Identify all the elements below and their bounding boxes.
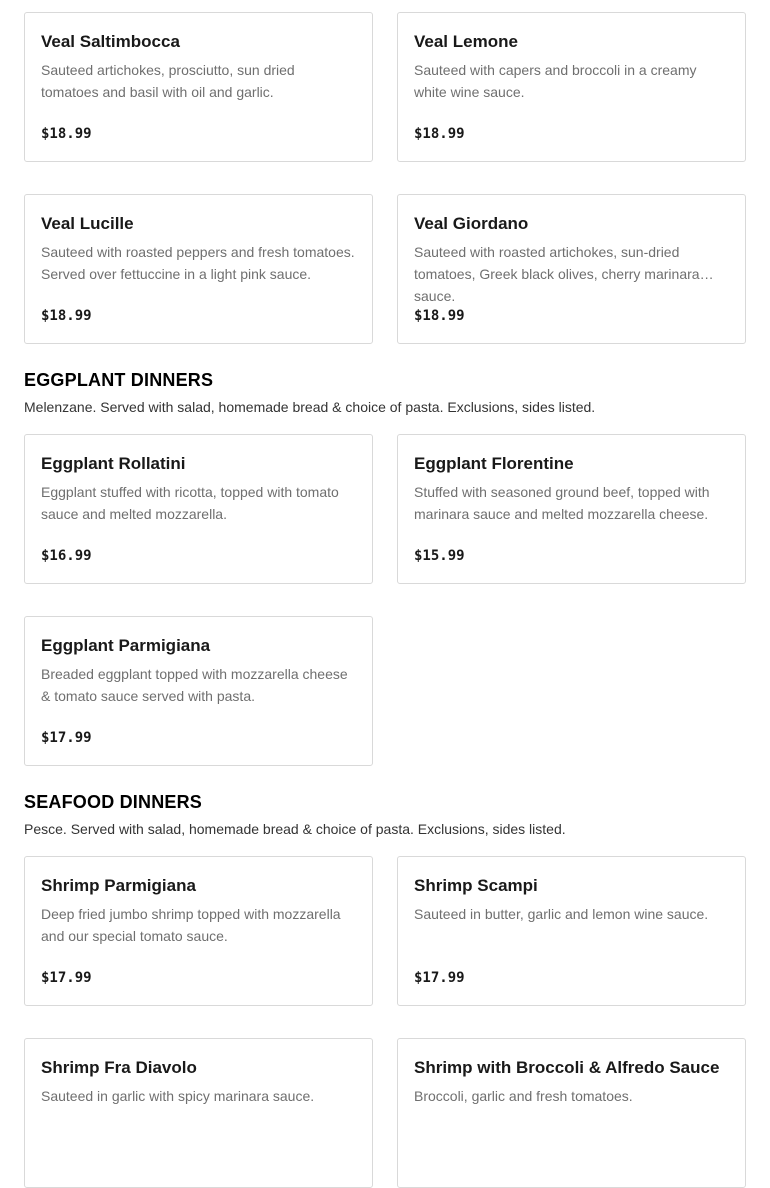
menu-item-price: $18.99 — [414, 308, 465, 324]
menu-item-card[interactable] — [24, 616, 373, 766]
menu-item-description: Sauteed artichokes, prosciutto, sun dried tomatoes and basil with oil and garlic. — [41, 62, 295, 100]
menu-item-description: Broccoli, garlic and fresh tomatoes. — [414, 1088, 633, 1104]
menu-item-description: Sauteed with roasted peppers and fresh tomatoes. Served over fettuccine in a light pink sauce. — [41, 244, 355, 282]
menu-item-card[interactable] — [24, 856, 373, 1006]
menu-item-card[interactable] — [24, 12, 373, 162]
menu-item-card[interactable] — [397, 194, 746, 344]
veal-items-grid — [24, 12, 746, 344]
section-description-seafood: Pesce. Served with salad, homemade bread & choice of pasta. Exclusions, sides listed. — [24, 821, 566, 837]
menu-item-name: Shrimp Fra Diavolo — [41, 1058, 197, 1077]
menu-item-price: $18.99 — [41, 126, 92, 142]
menu-item-card[interactable] — [397, 856, 746, 1006]
menu-item-card[interactable] — [397, 12, 746, 162]
section-description-eggplant: Melenzane. Served with salad, homemade bread & choice of pasta. Exclusions, sides listed. — [24, 399, 596, 415]
menu-item-description: Eggplant stuffed with ricotta, topped with tomato sauce and melted mozzarella. — [41, 484, 339, 522]
menu-item-name: Eggplant Rollatini — [41, 454, 186, 473]
menu-item-name: Eggplant Parmigiana — [41, 636, 211, 655]
menu-item-description: Sauteed in garlic with spicy marinara sauce. — [41, 1088, 315, 1104]
eggplant-items-grid — [24, 434, 746, 766]
menu-item-price: $16.99 — [41, 548, 92, 564]
menu-item-description: Sauteed with capers and broccoli in a creamy white wine sauce. — [414, 62, 697, 100]
seafood-items-grid — [24, 856, 746, 1188]
menu-item-price: $15.99 — [414, 548, 465, 564]
menu-item-card[interactable] — [24, 434, 373, 584]
menu-item-name: Veal Lemone — [414, 32, 518, 51]
menu-item-card[interactable] — [24, 1038, 373, 1188]
section-heading-seafood: SEAFOOD DINNERS — [24, 792, 203, 812]
menu-item-description: Deep fried jumbo shrimp topped with mozzarella and our special tomato sauce. — [41, 906, 341, 944]
menu-item-price: $17.99 — [414, 970, 465, 986]
menu-item-name: Veal Giordano — [414, 214, 529, 233]
menu-item-name: Shrimp with Broccoli & Alfredo Sauce — [414, 1058, 720, 1077]
menu-item-name: Veal Lucille — [41, 214, 134, 233]
menu-item-card[interactable] — [397, 434, 746, 584]
menu-item-description: Sauteed with roasted artichokes, sun-dried tomatoes, Greek black olives, cherry marinara sauce. — [414, 244, 700, 304]
section-heading-eggplant: EGGPLANT DINNERS — [24, 370, 214, 390]
menu-item-card[interactable] — [24, 194, 373, 344]
menu-item-price: $18.99 — [414, 126, 465, 142]
menu-item-price: $17.99 — [41, 970, 92, 986]
menu-item-price: $17.99 — [41, 730, 92, 746]
menu-item-description: Breaded eggplant topped with mozzarella cheese & tomato sauce served with pasta. — [41, 666, 348, 704]
menu-item-name: Shrimp Parmigiana — [41, 876, 196, 895]
menu-item-description: Stuffed with seasoned ground beef, topped with marinara sauce and melted mozzarella cheese. — [414, 484, 710, 522]
menu-item-price: $18.99 — [41, 308, 92, 324]
menu-item-name: Eggplant Florentine — [414, 454, 574, 473]
menu-item-name: Veal Saltimbocca — [41, 32, 180, 51]
menu-item-card[interactable] — [397, 1038, 746, 1188]
menu-item-description: Sauteed in butter, garlic and lemon wine sauce. — [414, 906, 709, 922]
menu-item-name: Shrimp Scampi — [414, 876, 538, 895]
